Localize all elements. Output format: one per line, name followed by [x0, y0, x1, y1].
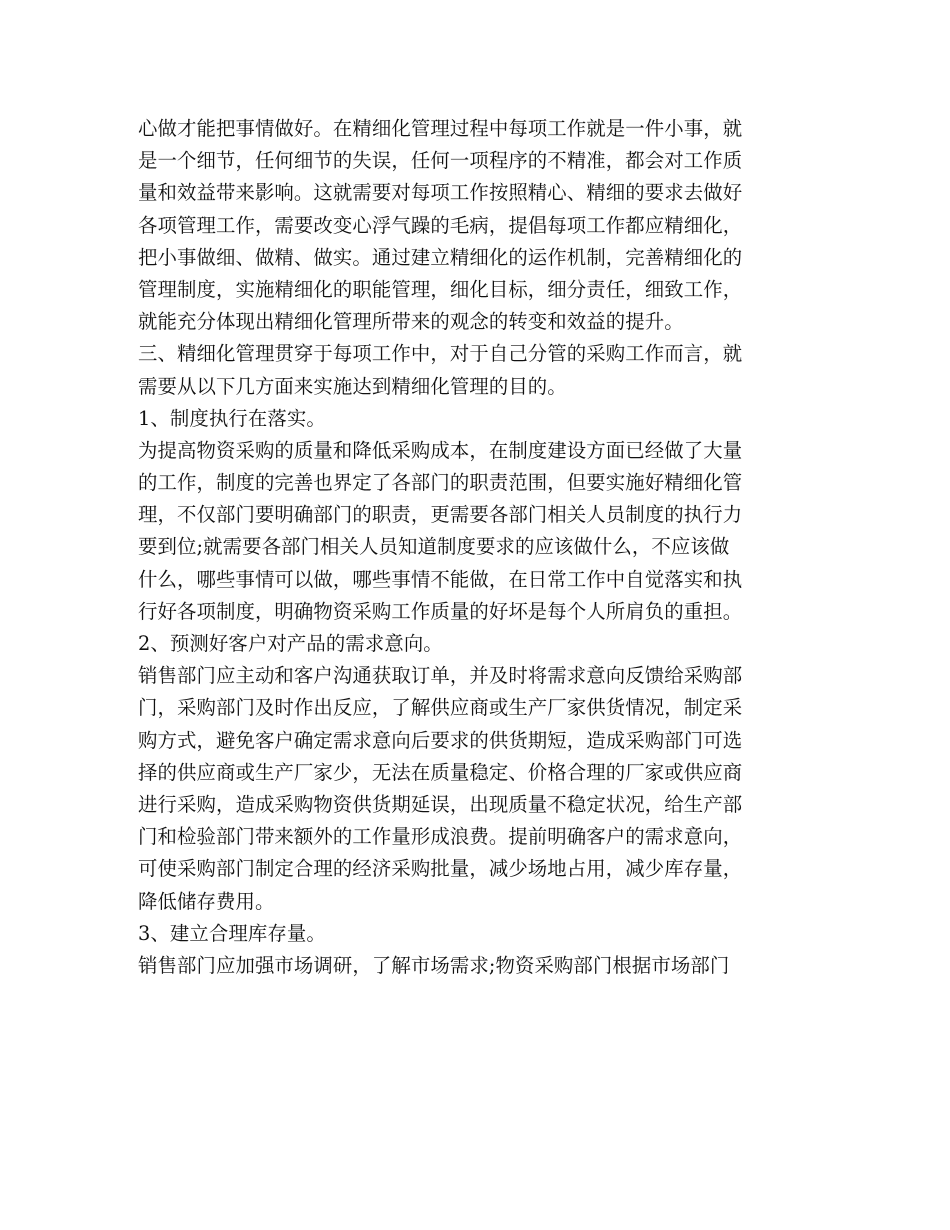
text-line: 把小事做细、做精、做实。通过建立精细化的运作机制，完善精细化的	[138, 245, 743, 269]
text-line: 行好各项制度，明确物资采购工作质量的好坏是每个人所肩负的重担。	[138, 599, 743, 623]
text-line: 各项管理工作，需要改变心浮气躁的毛病，提倡每项工作都应精细化，	[138, 213, 743, 237]
text-line: 就能充分体现出精细化管理所带来的观念的转变和效益的提升。	[138, 310, 684, 334]
text-line: 择的供应商或生产厂家少，无法在质量稳定、价格合理的厂家或供应商	[138, 760, 743, 784]
text-line: 门，采购部门及时作出反应，了解供应商或生产厂家供货情况，制定采	[138, 696, 743, 720]
text-line: 门和检验部门带来额外的工作量形成浪费。提前明确客户的需求意向，	[138, 825, 743, 849]
text-line: 为提高物资采购的质量和降低采购成本，在制度建设方面已经做了大量	[138, 438, 743, 462]
section-heading: 3、建立合理库存量。	[138, 921, 326, 945]
text-line: 可使采购部门制定合理的经济采购批量，减少场地占用，减少库存量，	[138, 857, 743, 881]
text-line: 是一个细节，任何细节的失误，任何一项程序的不精准，都会对工作质	[138, 149, 743, 173]
text-line: 管理制度，实施精细化的职能管理，细化目标，细分责任，细致工作，	[138, 277, 743, 301]
text-line: 要到位;就需要各部门相关人员知道制度要求的应该做什么，不应该做	[138, 535, 730, 559]
text-line: 销售部门应加强市场调研，了解市场需求;物资采购部门根据市场部门	[138, 953, 730, 977]
text-line: 什么，哪些事情可以做，哪些事情不能做，在日常工作中自觉落实和执	[138, 567, 743, 591]
text-line: 的工作，制度的完善也界定了各部门的职责范围，但要实施好精细化管	[138, 471, 743, 495]
section-heading: 2、预测好客户对产品的需求意向。	[138, 632, 443, 655]
text-line: 心做才能把事情做好。在精细化管理过程中每项工作就是一件小事，就	[138, 117, 743, 140]
text-line: 进行采购，造成采购物资供货期延误，出现质量不稳定状况，给生产部	[138, 792, 743, 816]
section-heading: 1、制度执行在落实。	[138, 406, 326, 430]
text-line: 销售部门应主动和客户沟通获取订单，并及时将需求意向反馈给采购部	[138, 664, 743, 688]
document-body	[138, 113, 818, 982]
text-line: 购方式，避免客户确定需求意向后要求的供货期短，造成采购部门可选	[138, 728, 743, 752]
text-line: 理，不仅部门要明确部门的职责，更需要各部门相关人员制度的执行力	[138, 503, 743, 527]
text-line: 降低储存费用。	[138, 889, 275, 913]
text-line: 需要从以下几方面来实施达到精细化管理的目的。	[138, 374, 567, 398]
text-line: 三、精细化管理贯穿于每项工作中，对于自己分管的采购工作而言，就	[138, 342, 743, 366]
text-line: 量和效益带来影响。这就需要对每项工作按照精心、精细的要求去做好	[138, 181, 743, 205]
